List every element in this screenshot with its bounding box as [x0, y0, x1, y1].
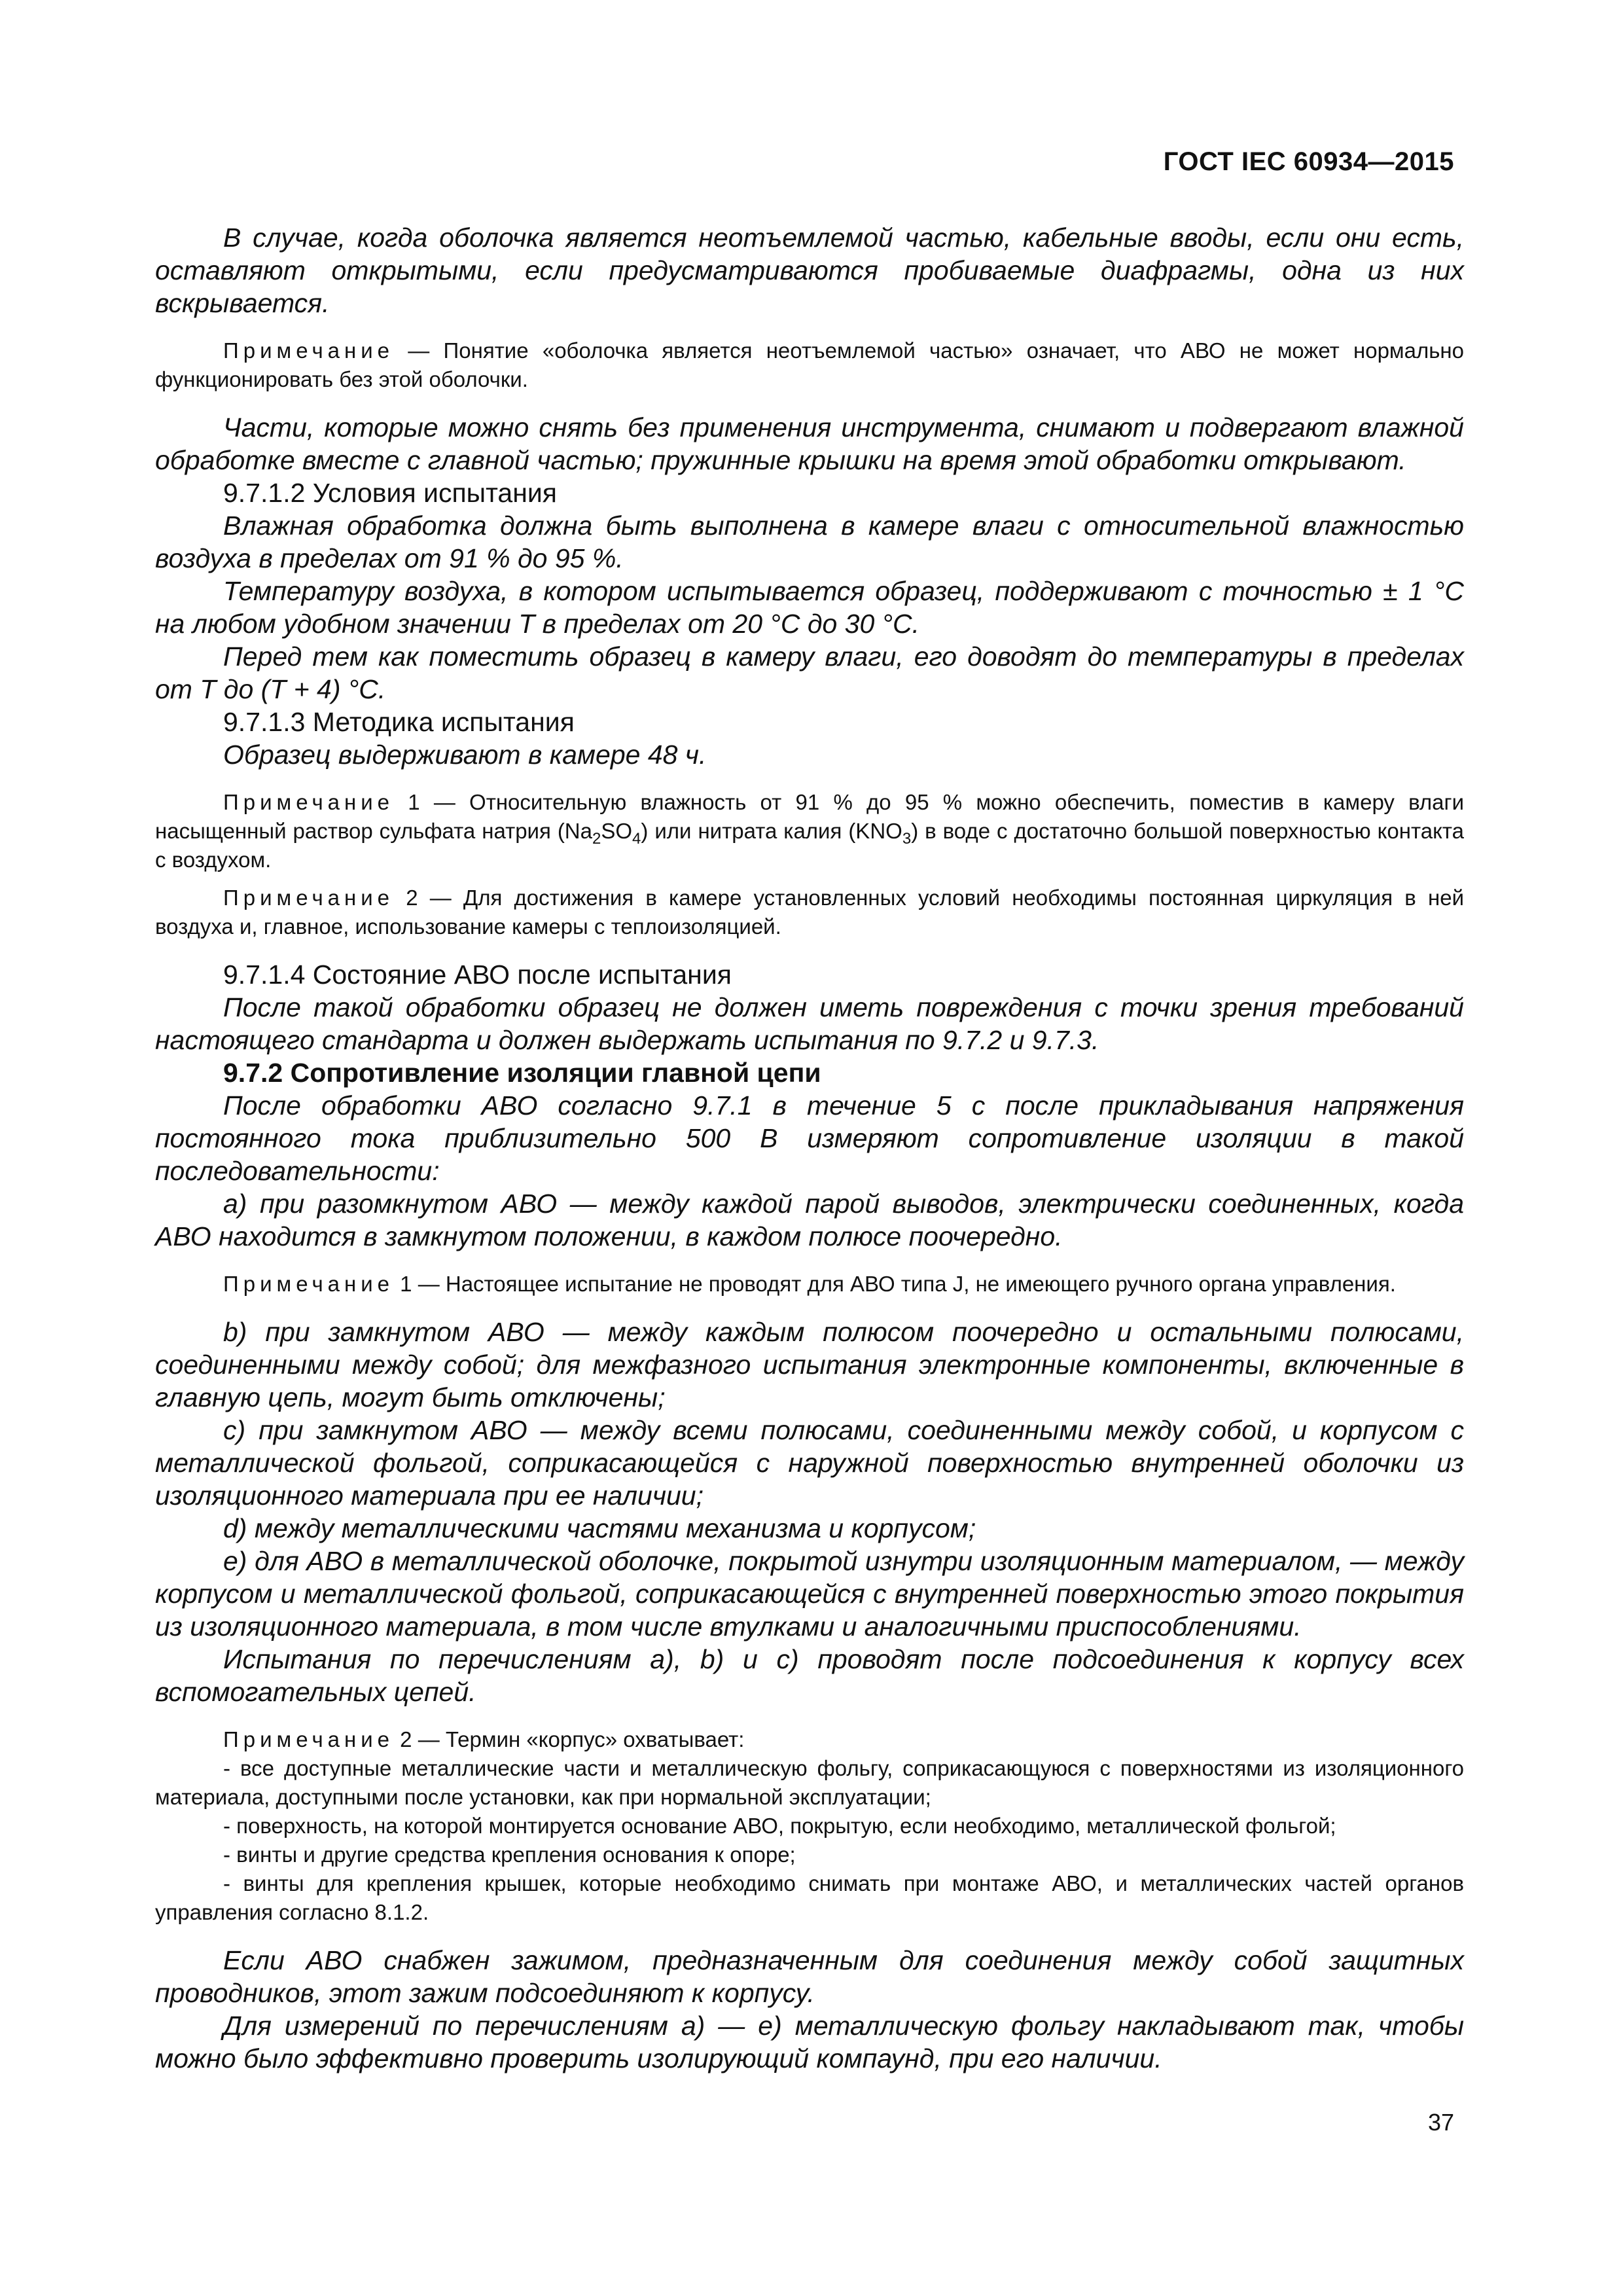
note-type-j — [155, 1270, 1464, 1299]
list-item-d: d) между металлическими частями механизма и корпусом; — [223, 1513, 976, 1543]
paragraph-duration: Образец выдерживают в камере 48 ч. — [223, 740, 707, 770]
paragraph-enclosure: В случае, когда оболочка является неотъемлемой частью, кабельные вводы, если они есть, оставляют открытыми, если предусматриваются пробиваемые диафрагмы, одна из них вскрывается. — [155, 223, 1464, 318]
page-content — [155, 221, 1464, 2075]
paragraph-insulation: После обработки АВО согласно 9.7.1 в течение 5 с после прикладывания напряжения постоянного тока приблизительно 500 В измеряют сопротивление изоляции в такой последовательности: — [155, 1090, 1464, 1186]
document-code: ГОСТ IEC 60934—2015 — [1163, 147, 1454, 176]
note-list-item: - винты для крепления крышек, которые необходимо снимать при монтаже АВО, и металлических частей органов управления согласно 8.1.2. — [155, 1871, 1464, 1924]
paragraph-temperature: Температуру воздуха, в котором испытывается образец, поддерживают с точностью ± 1 °C на любом удобном значении T в пределах от 20 °C до 30 °C. — [155, 576, 1464, 639]
list-item-a: a) при разомкнутом АВО — между каждой парой выводов, электрически соединенных, когда АВО находится в замкнутом положении, в каждом полюсе поочередно. — [155, 1189, 1464, 1251]
paragraph-humidity: Влажная обработка должна быть выполнена в камере влаги с относительной влажностью воздуха в пределах от 91 % до 95 %. — [155, 511, 1464, 573]
paragraph-preheat: Перед тем как поместить образец в камеру влаги, его доводят до температуры в пределах от T до (T + 4) °C. — [155, 641, 1464, 704]
heading-9-7-1-2: 9.7.1.2 Условия испытания — [223, 478, 557, 508]
list-item-e: e) для АВО в металлической оболочке, покрытой изнутри изоляционным материалом, — между корпусом и металлической фольгой, соприкасающейся с внутренней поверхностью этого покрытия из изоляционного материала, в том числе втулками и аналогичными приспособлениями. — [155, 1546, 1464, 1641]
note-humidity-solution: Примечание 1 — Относительную влажность от 91 % до 95 % можно обеспечить, поместив в камеру влаги насыщенный раствор сульфата натрия $(Na_2SO_4)$ или нитрата калия $(KNO_3)$ в воде с достаточно большой поверхностью контакта с воздухом. — [155, 790, 1464, 872]
note-label: Примечание — [223, 1727, 395, 1751]
note-label: Примечание — [223, 1272, 395, 1296]
note-label: Примечание — [223, 790, 395, 814]
note-frame-definition — [155, 1725, 1464, 1754]
paragraph-auxiliary-circuits: Испытания по перечислениям a), b) и c) проводят после подсоединения к корпусу всех вспомогательных цепей. — [155, 1644, 1464, 1707]
list-item-b: b) при замкнутом АВО — между каждым полюсом поочередно и остальными полюсами, соединенными между собой; для межфазного испытания электронные компоненты, включенные в главную цепь, могут быть отключены; — [155, 1317, 1464, 1412]
note-enclosure — [155, 336, 1464, 394]
note-list-item: - поверхность, на которой монтируется основание АВО, покрытую, если необходимо, металлической фольгой; — [223, 1814, 1336, 1838]
note-text: 2 — Для достижения в камере установленных условий необходимы постоянная циркуляция в ней воздуха и, главное, использование камеры с теплоизоляцией. — [155, 886, 1464, 939]
paragraph-after-test: После такой обработки образец не должен иметь повреждения с точки зрения требований настоящего стандарта и должен выдержать испытания по 9.7.2 и 9.7.3. — [155, 992, 1464, 1055]
paragraph-removable-parts: Части, которые можно снять без применения инструмента, снимают и подвергают влажной обработке вместе с главной частью; пружинные крышки на время этой обработки открывают. — [155, 412, 1464, 475]
note-text: 1 — Настоящее испытание не проводят для АВО типа J, не имеющего ручного органа управления. — [394, 1272, 1396, 1296]
heading-9-7-1-4: 9.7.1.4 Состояние АВО после испытания — [223, 960, 732, 990]
note-text: 2 — Термин «корпус» охватывает: — [394, 1727, 745, 1751]
heading-9-7-2: 9.7.2 Сопротивление изоляции главной цепи — [223, 1058, 821, 1088]
heading-9-7-1-3: 9.7.1.3 Методика испытания — [223, 707, 575, 737]
note-text: — Понятие «оболочка является неотъемлемой частью» означает, что АВО не может нормально функционировать без этой оболочки. — [155, 338, 1464, 391]
page-number: 37 — [1427, 2109, 1454, 2136]
note-list-item: - винты и другие средства крепления основания к опоре; — [223, 1842, 796, 1867]
note-circulation — [155, 884, 1464, 941]
paragraph-protective-terminal: Если АВО снабжен зажимом, предназначенным для соединения между собой защитных проводников, этот зажим подсоединяют к корпусу. — [155, 1945, 1464, 2008]
paragraph-metal-foil: Для измерений по перечислениям a) — e) металлическую фольгу накладывают так, чтобы можно было эффективно проверить изолирующий компаунд, при его наличии. — [155, 2011, 1464, 2073]
note-label: Примечание — [223, 886, 395, 910]
list-item-c: c) при замкнутом АВО — между всеми полюсами, соединенными между собой, и корпусом с металлической фольгой, соприкасающейся с наружной поверхностью внутренней оболочки из изоляционного материала при ее наличии; — [155, 1415, 1464, 1511]
note-list-item: - все доступные металлические части и металлическую фольгу, соприкасающуюся с поверхностями из изоляционного материала, доступными после установки, как при нормальной эксплуатации; — [155, 1756, 1464, 1809]
note-label: Примечание — [223, 338, 395, 363]
